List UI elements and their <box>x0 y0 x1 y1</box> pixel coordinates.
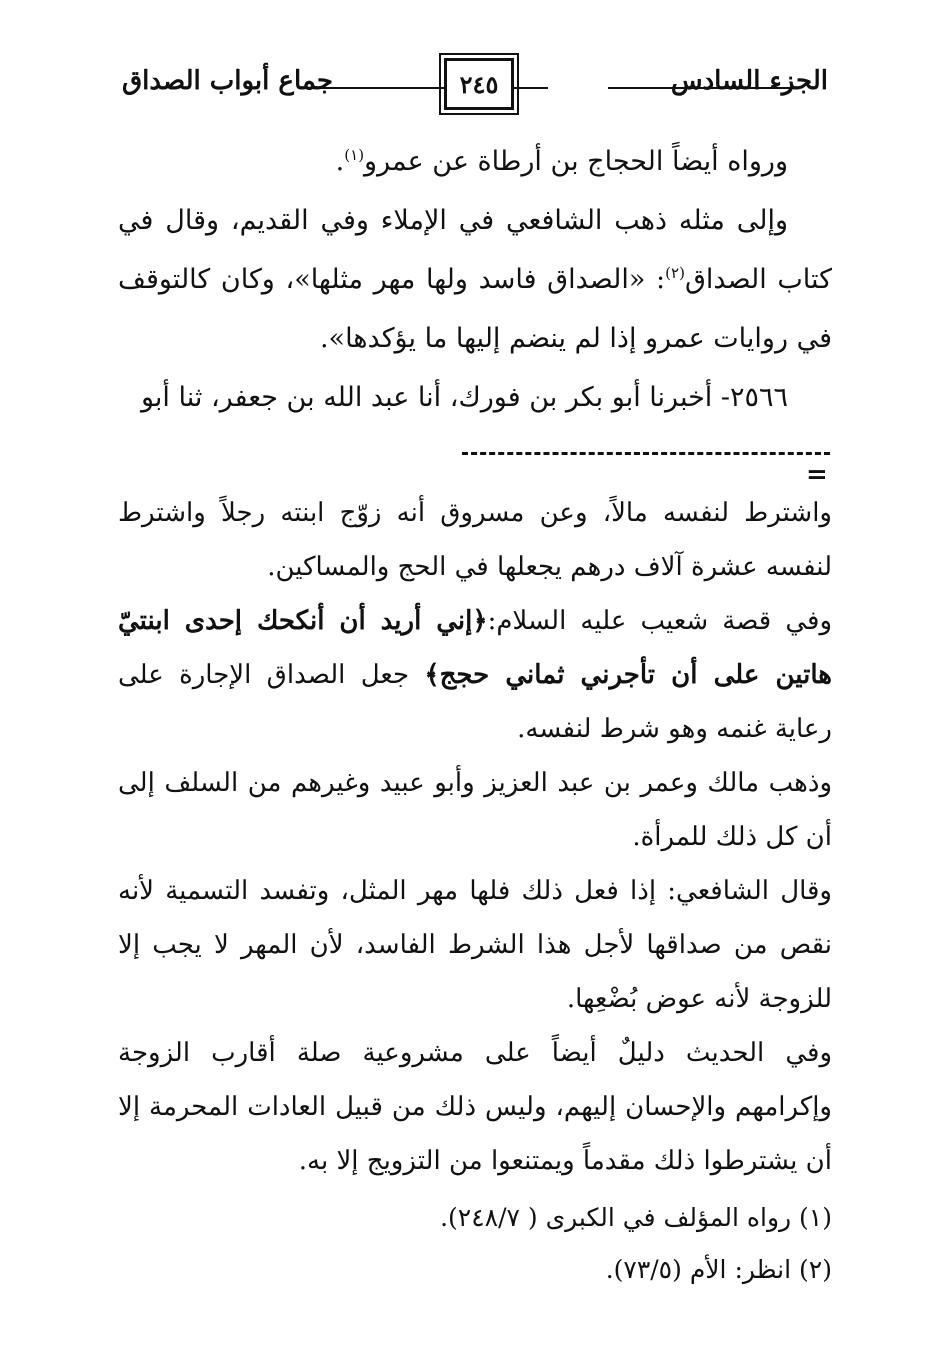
separator-line <box>462 452 830 455</box>
footnote-1: (١) رواه المؤلف في الكبرى ( ٢٤٨/٧). <box>440 1203 832 1232</box>
commentary-paragraph: واشترط لنفسه مالاً، وعن مسروق أنه زوّج ابنته رجلاً واشترط لنفسه عشرة آلاف درهم يجعلها في الحج والمساكين. <box>118 498 832 582</box>
main-text <box>118 132 832 427</box>
hadith-2566: ٢٥٦٦- أخبرنا أبو بكر بن فورك، أنا عبد الله بن جعفر، ثنا أبو <box>140 382 788 413</box>
page-header <box>100 58 828 114</box>
footnote-ref-1: (١) <box>344 146 365 164</box>
commentary-paragraph-shuayb: وفي قصة شعيب عليه السلام:﴿إني أريد أن أنكحك إحدى ابنتيّ هاتين على أن تأجرني ثماني حجج﴾ جعل الصداق الإجارة على رعاية غنمه وهو شرط لنفسه. <box>118 606 833 744</box>
commentary-paragraph: وفي الحديث دليلٌ أيضاً على مشروعية صلة أقارب الزوجة وإكرامهم والإحسان إليهم، وليس ذلك من قبيل العادات المحرمة إلا أن يشترطوا ذلك مقدماً ويمتنعوا من التزويج إلا به. <box>118 1038 832 1176</box>
footnote-ref-2: (٢) <box>665 264 685 282</box>
footnote-2: (٢) انظر: الأم (٧٣/٥). <box>605 1255 832 1284</box>
continuation-mark: = <box>806 460 828 490</box>
commentary-section <box>118 486 832 1188</box>
page-number: ٢٤٥ <box>444 58 514 110</box>
paragraph-shafii: وإلى مثله ذهب الشافعي في الإملاء وفي القديم، وقال في كتاب الصداق$^{(٢)}$: «الصداق فاسد ولها مهر مثلها»، وكان كالتوقف في روايات عمرو إذا لم ينضم إليها ما يؤكدها». <box>118 205 832 354</box>
chapter-title: جماع أبواب الصداق <box>122 66 333 96</box>
quran-verse: ﴿إني أريد أن أنكحك إحدى ابنتيّ هاتين على أن تأجرني ثماني حجج﴾ <box>118 606 832 690</box>
commentary-paragraph: وقال الشافعي: إذا فعل ذلك فلها مهر المثل، وتفسد التسمية لأنه نقص من صداقها لأجل هذا الشرط الفاسد، لأن المهر لا يجب إلا للزوجة لأنه عوض بُضْعِها. <box>118 876 832 1014</box>
footnotes <box>118 1192 832 1296</box>
paragraph-hajjaj: ورواه أيضاً الحجاج بن أرطاة عن عمرو$^{(١)}$. <box>335 146 788 177</box>
volume-title: الجزء السادس <box>670 66 828 96</box>
commentary-paragraph: وذهب مالك وعمر بن عبد العزيز وأبو عبيد وغيرهم من السلف إلى أن كل ذلك للمرأة. <box>118 768 832 852</box>
